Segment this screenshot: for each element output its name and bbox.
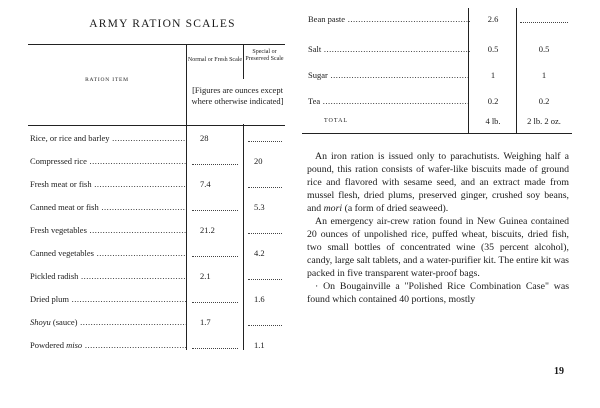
body-text <box>307 150 569 306</box>
table-row <box>28 221 285 239</box>
row-label: Fresh meat or fish ..... <box>30 179 186 189</box>
paragraph-text: An iron ration is issued only to parachutists. Weighing half a pound, this ration consists of wafer-like biscuits made of ground rice and flavored with sesame seed, and an extract made from mussel flesh, dried plums, preserved ginger, crushed soy beans, and <box>307 151 569 214</box>
normal-value: 1.7 <box>200 317 211 327</box>
special-value: 0.2 <box>538 96 550 106</box>
table-header <box>28 44 285 126</box>
header-ration-item: RATION ITEM <box>85 77 129 83</box>
special-value: 0.5 <box>538 44 550 54</box>
row-label: Compressed rice ..... <box>30 156 186 166</box>
row-label: Salt ..... <box>308 44 470 54</box>
row-label: Pickled radish ..... <box>30 271 186 281</box>
special-value: 1.6 <box>254 294 265 304</box>
total-normal: 4 lb. <box>485 116 501 126</box>
table-row <box>28 244 285 262</box>
header-units-note: [Figures are ounces except where otherwise indicated] <box>191 85 284 106</box>
empty-cell-dots <box>248 233 282 234</box>
row-label: Shoyu (sauce) ..... <box>30 317 186 327</box>
row-label: Tea ..... <box>308 96 470 106</box>
normal-value: 0.2 <box>487 96 499 106</box>
paragraph-text: (a form of dried seaweed). <box>342 203 449 214</box>
row-label: Bean paste ..... <box>308 14 470 24</box>
row-label: Rice, or rice and barley ..... <box>30 133 186 143</box>
table-row <box>28 198 285 216</box>
empty-cell-dots <box>248 279 282 280</box>
total-row <box>302 112 572 132</box>
row-label: Powdered miso ..... <box>30 340 186 350</box>
special-value: 5.3 <box>254 202 265 212</box>
table-row <box>28 290 285 308</box>
normal-value: 1 <box>490 70 496 80</box>
table-title: ARMY RATION SCALES <box>89 18 236 30</box>
normal-value: 7.4 <box>200 179 211 189</box>
paragraph-air-crew-ration: An emergency air-crew ration found in New Guinea contained 20 ounces of unpolished rice, puffed wheat, biscuits, dried fish, two small bottles of concentrated wine (35 percent alcohol), candy, large salt tablets, and a water-purifier kit. The entire kit was packed in five transparent water-proof bags. <box>307 216 569 279</box>
ration-table-body <box>28 124 285 350</box>
table-row <box>28 336 285 354</box>
special-value: 1.1 <box>254 340 265 350</box>
normal-value: 0.5 <box>487 44 499 54</box>
empty-cell-dots <box>192 210 238 211</box>
normal-value: 28 <box>200 133 209 143</box>
empty-cell-dots <box>192 256 238 257</box>
total-special: 2 lb. 2 oz. <box>527 116 561 126</box>
paragraph-iron-ration <box>307 150 569 215</box>
table-row <box>302 66 572 86</box>
paragraph-bougainville: · On Bougainville a "Polished Rice Combination Case" was found which contained 40 portions, mostly <box>307 281 570 305</box>
ration-table-continued <box>302 8 572 133</box>
empty-cell-dots <box>248 187 282 188</box>
normal-value: 2.1 <box>200 271 211 281</box>
row-label: Canned vegetables ..... <box>30 248 186 258</box>
empty-cell-dots <box>248 141 282 142</box>
italic-term: mori <box>323 203 343 214</box>
table-row <box>28 152 285 170</box>
paragraph-text: On Bougainville a "Polished Rice Combination Case" was found which contained 40 portions, mostly <box>307 281 570 305</box>
empty-cell-dots <box>192 164 238 165</box>
table-row <box>28 129 285 147</box>
table-bottom-rule <box>302 133 572 134</box>
table-row <box>28 267 285 285</box>
total-label: TOTAL <box>324 118 349 124</box>
empty-cell-dots <box>248 325 282 326</box>
table-row <box>302 40 572 60</box>
table-row <box>28 175 285 193</box>
row-label: Dried plum ..... <box>30 294 186 304</box>
table-row <box>302 10 572 30</box>
page-number: 19 <box>554 366 564 377</box>
empty-cell-dots <box>520 22 568 23</box>
table-row <box>28 313 285 331</box>
header-special-scale: Special or Preserved Scale <box>245 49 284 62</box>
special-value: 1 <box>541 70 547 80</box>
empty-cell-dots <box>192 348 238 349</box>
special-value: 20 <box>254 156 263 166</box>
normal-value: 2.6 <box>487 14 499 24</box>
row-label: Sugar ..... <box>308 70 470 80</box>
normal-value: 21.2 <box>200 225 215 235</box>
empty-cell-dots <box>192 302 238 303</box>
table-row <box>302 92 572 112</box>
header-normal-scale: Normal or Fresh Scale <box>187 57 243 63</box>
row-label: Canned meat or fish ..... <box>30 202 186 212</box>
row-label: Fresh vegetables ..... <box>30 225 186 235</box>
special-value: 4.2 <box>254 248 265 258</box>
